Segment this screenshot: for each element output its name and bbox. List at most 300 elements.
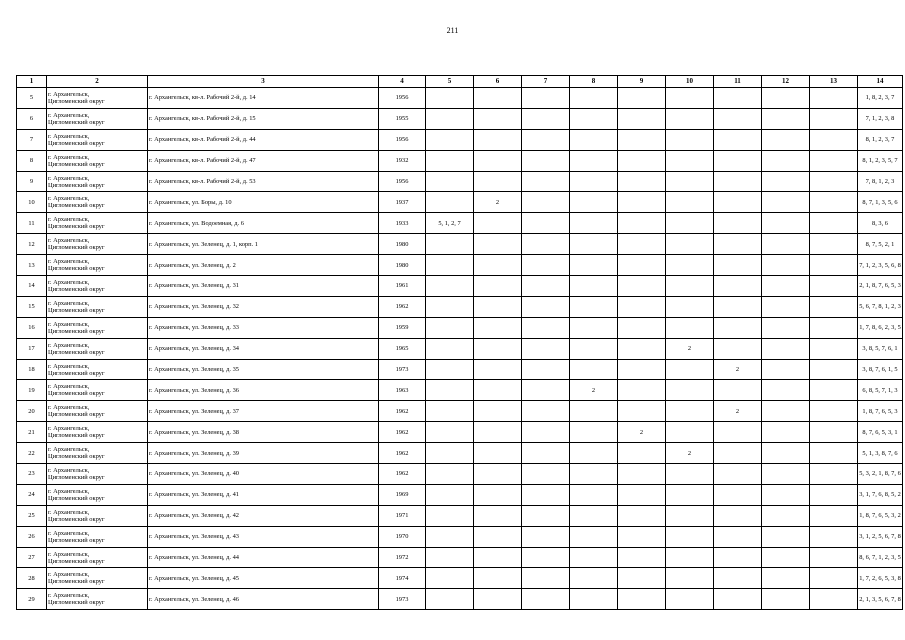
column-11-cell: [714, 338, 762, 359]
column-12-cell: [762, 296, 810, 317]
district-cell: [47, 526, 148, 547]
column-6-cell: [474, 359, 522, 380]
column-7-cell: [522, 401, 570, 422]
table-row: [17, 526, 903, 547]
column-7-cell: [522, 88, 570, 109]
column-8-cell: [570, 568, 618, 589]
column-8-cell: [570, 276, 618, 297]
row-number-cell: 25: [17, 505, 47, 526]
column-10-cell: 2: [666, 443, 714, 464]
column-8-cell: [570, 401, 618, 422]
column-6-cell: [474, 526, 522, 547]
column-12-cell: [762, 547, 810, 568]
row-number-cell: 18: [17, 359, 47, 380]
column-10-cell: [666, 359, 714, 380]
district-line: Цигломенский округ: [48, 536, 105, 544]
codes-cell: 1, 8, 2, 3, 7: [858, 88, 903, 109]
table-row: [17, 234, 903, 255]
column-9-cell: [618, 484, 666, 505]
address-cell: г. Архангельск, ул. Зеленец, д. 46: [148, 589, 379, 610]
column-11-cell: [714, 171, 762, 192]
column-header-4: 4: [379, 76, 426, 88]
district-cell: [47, 359, 148, 380]
column-11-cell: [714, 88, 762, 109]
district-cell: [47, 338, 148, 359]
district-cell: [47, 213, 148, 234]
column-10-cell: [666, 108, 714, 129]
district-cell: [47, 192, 148, 213]
column-5-cell: [426, 505, 474, 526]
column-11-cell: [714, 192, 762, 213]
address-cell: г. Архангельск, ул. Зеленец, д. 37: [148, 401, 379, 422]
column-6-cell: [474, 443, 522, 464]
column-13-cell: [810, 276, 858, 297]
column-12-cell: [762, 88, 810, 109]
column-11-cell: [714, 526, 762, 547]
column-header-7: 7: [522, 76, 570, 88]
column-7-cell: [522, 255, 570, 276]
table-row: [17, 192, 903, 213]
column-9-cell: [618, 234, 666, 255]
table-row: [17, 255, 903, 276]
district-cell: [47, 150, 148, 171]
year-cell: 1962: [379, 401, 426, 422]
column-12-cell: [762, 401, 810, 422]
district-line: г. Архангельск,: [48, 383, 90, 391]
table-row: [17, 589, 903, 610]
column-5-cell: [426, 401, 474, 422]
column-13-cell: [810, 505, 858, 526]
district-line: Цигломенский округ: [48, 515, 105, 523]
district-line: г. Архангельск,: [48, 487, 90, 495]
year-cell: 1973: [379, 359, 426, 380]
column-13-cell: [810, 526, 858, 547]
column-7-cell: [522, 380, 570, 401]
address-cell: г. Архангельск, кв-л. Рабочий 2-й, д. 47: [148, 150, 379, 171]
column-9-cell: [618, 401, 666, 422]
column-13-cell: [810, 568, 858, 589]
column-13-cell: [810, 338, 858, 359]
table-row: [17, 296, 903, 317]
column-8-cell: [570, 422, 618, 443]
district-line: г. Архангельск,: [48, 174, 90, 182]
year-cell: 1962: [379, 464, 426, 485]
column-7-cell: [522, 296, 570, 317]
column-11-cell: [714, 317, 762, 338]
year-cell: 1980: [379, 255, 426, 276]
column-5-cell: [426, 589, 474, 610]
column-6-cell: [474, 255, 522, 276]
district-line: г. Архангельск,: [48, 446, 90, 454]
column-8-cell: [570, 129, 618, 150]
column-header-11: 11: [714, 76, 762, 88]
table-row: [17, 484, 903, 505]
table-row: [17, 568, 903, 589]
column-header-8: 8: [570, 76, 618, 88]
address-cell: г. Архангельск, ул. Зеленец, д. 2: [148, 255, 379, 276]
address-cell: г. Архангельск, ул. Зеленец, д. 45: [148, 568, 379, 589]
column-9-cell: [618, 359, 666, 380]
column-5-cell: [426, 464, 474, 485]
column-12-cell: [762, 234, 810, 255]
column-5-cell: [426, 338, 474, 359]
column-header-12: 12: [762, 76, 810, 88]
column-7-cell: [522, 338, 570, 359]
column-9-cell: [618, 526, 666, 547]
column-12-cell: [762, 464, 810, 485]
column-9-cell: 2: [618, 422, 666, 443]
address-cell: г. Архангельск, ул. Водоемная, д. 6: [148, 213, 379, 234]
column-12-cell: [762, 129, 810, 150]
district-line: г. Архангельск,: [48, 592, 90, 600]
column-13-cell: [810, 547, 858, 568]
year-cell: 1962: [379, 296, 426, 317]
column-6-cell: [474, 150, 522, 171]
column-9-cell: [618, 150, 666, 171]
address-cell: г. Архангельск, ул. Боры, д. 10: [148, 192, 379, 213]
district-line: Цигломенский округ: [48, 97, 105, 105]
address-cell: г. Архангельск, кв-л. Рабочий 2-й, д. 14: [148, 88, 379, 109]
row-number-cell: 29: [17, 589, 47, 610]
district-line: г. Архангельск,: [48, 550, 90, 558]
year-cell: 1971: [379, 505, 426, 526]
column-5-cell: [426, 234, 474, 255]
district-line: Цигломенский округ: [48, 285, 105, 293]
codes-cell: 3, 8, 7, 6, 1, 5: [858, 359, 903, 380]
column-9-cell: [618, 380, 666, 401]
column-7-cell: [522, 234, 570, 255]
row-number-cell: 21: [17, 422, 47, 443]
row-number-cell: 13: [17, 255, 47, 276]
column-6-cell: [474, 171, 522, 192]
column-9-cell: [618, 547, 666, 568]
year-cell: 1933: [379, 213, 426, 234]
address-cell: г. Архангельск, ул. Зеленец, д. 42: [148, 505, 379, 526]
row-number-cell: 15: [17, 296, 47, 317]
district-cell: [47, 88, 148, 109]
column-12-cell: [762, 338, 810, 359]
column-9-cell: [618, 443, 666, 464]
column-6-cell: [474, 317, 522, 338]
column-9-cell: [618, 338, 666, 359]
district-line: г. Архангельск,: [48, 195, 90, 203]
column-12-cell: [762, 422, 810, 443]
codes-cell: 3, 8, 5, 7, 6, 1: [858, 338, 903, 359]
table-row: [17, 505, 903, 526]
column-10-cell: [666, 150, 714, 171]
column-12-cell: [762, 359, 810, 380]
district-line: Цигломенский округ: [48, 265, 105, 273]
row-number-cell: 17: [17, 338, 47, 359]
district-line: Цигломенский округ: [48, 327, 105, 335]
district-line: Цигломенский округ: [48, 223, 105, 231]
row-number-cell: 20: [17, 401, 47, 422]
column-5-cell: [426, 547, 474, 568]
column-13-cell: [810, 171, 858, 192]
row-number-cell: 5: [17, 88, 47, 109]
address-cell: г. Архангельск, ул. Зеленец, д. 38: [148, 422, 379, 443]
codes-cell: 7, 1, 2, 3, 8: [858, 108, 903, 129]
column-6-cell: 2: [474, 192, 522, 213]
year-cell: 1970: [379, 526, 426, 547]
column-13-cell: [810, 150, 858, 171]
column-6-cell: [474, 464, 522, 485]
column-8-cell: [570, 171, 618, 192]
codes-cell: 8, 1, 2, 3, 7: [858, 129, 903, 150]
year-cell: 1961: [379, 276, 426, 297]
column-10-cell: [666, 296, 714, 317]
column-12-cell: [762, 255, 810, 276]
district-line: г. Архангельск,: [48, 362, 90, 370]
column-12-cell: [762, 505, 810, 526]
row-number-cell: 9: [17, 171, 47, 192]
column-11-cell: 2: [714, 359, 762, 380]
table-row: [17, 547, 903, 568]
table-body: [17, 88, 903, 610]
column-10-cell: [666, 171, 714, 192]
column-5-cell: [426, 88, 474, 109]
codes-cell: 1, 7, 2, 6, 5, 3, 8: [858, 568, 903, 589]
column-9-cell: [618, 296, 666, 317]
column-8-cell: [570, 255, 618, 276]
column-7-cell: [522, 589, 570, 610]
column-13-cell: [810, 422, 858, 443]
column-10-cell: [666, 88, 714, 109]
district-line: Цигломенский округ: [48, 139, 105, 147]
district-cell: [47, 317, 148, 338]
column-5-cell: [426, 484, 474, 505]
column-8-cell: [570, 443, 618, 464]
district-line: г. Архангельск,: [48, 341, 90, 349]
column-6-cell: [474, 568, 522, 589]
district-cell: [47, 443, 148, 464]
district-line: Цигломенский округ: [48, 118, 105, 126]
column-7-cell: [522, 464, 570, 485]
column-9-cell: [618, 171, 666, 192]
district-cell: [47, 422, 148, 443]
address-cell: г. Архангельск, ул. Зеленец, д. 39: [148, 443, 379, 464]
district-line: г. Архангельск,: [48, 278, 90, 286]
district-cell: [47, 255, 148, 276]
district-cell: [47, 505, 148, 526]
column-12-cell: [762, 484, 810, 505]
column-header-9: 9: [618, 76, 666, 88]
column-10-cell: 2: [666, 338, 714, 359]
district-line: г. Архангельск,: [48, 237, 90, 245]
column-6-cell: [474, 401, 522, 422]
column-10-cell: [666, 589, 714, 610]
column-5-cell: [426, 129, 474, 150]
column-9-cell: [618, 276, 666, 297]
column-8-cell: [570, 108, 618, 129]
year-cell: 1956: [379, 171, 426, 192]
column-13-cell: [810, 213, 858, 234]
district-cell: [47, 276, 148, 297]
table-row: [17, 401, 903, 422]
district-line: г. Архангельск,: [48, 571, 90, 579]
column-13-cell: [810, 108, 858, 129]
column-13-cell: [810, 88, 858, 109]
table-row: [17, 108, 903, 129]
column-7-cell: [522, 150, 570, 171]
district-line: Цигломенский округ: [48, 453, 105, 461]
codes-cell: 1, 8, 7, 6, 5, 3: [858, 401, 903, 422]
row-number-cell: 23: [17, 464, 47, 485]
column-6-cell: [474, 547, 522, 568]
column-10-cell: [666, 255, 714, 276]
district-cell: [47, 296, 148, 317]
column-13-cell: [810, 359, 858, 380]
column-6-cell: [474, 380, 522, 401]
district-line: г. Архангельск,: [48, 111, 90, 119]
district-line: Цигломенский округ: [48, 411, 105, 419]
column-11-cell: [714, 422, 762, 443]
column-9-cell: [618, 129, 666, 150]
column-header-5: 5: [426, 76, 474, 88]
column-8-cell: [570, 547, 618, 568]
table-row: [17, 443, 903, 464]
district-line: Цигломенский округ: [48, 202, 105, 210]
column-6-cell: [474, 88, 522, 109]
row-number-cell: 14: [17, 276, 47, 297]
address-cell: г. Архангельск, кв-л. Рабочий 2-й, д. 53: [148, 171, 379, 192]
column-12-cell: [762, 276, 810, 297]
district-line: г. Архангельск,: [48, 404, 90, 412]
column-11-cell: [714, 150, 762, 171]
column-8-cell: [570, 150, 618, 171]
column-9-cell: [618, 213, 666, 234]
column-5-cell: [426, 192, 474, 213]
district-line: г. Архангельск,: [48, 216, 90, 224]
year-cell: 1974: [379, 568, 426, 589]
column-8-cell: [570, 464, 618, 485]
column-6-cell: [474, 108, 522, 129]
column-8-cell: [570, 234, 618, 255]
column-10-cell: [666, 380, 714, 401]
column-5-cell: [426, 108, 474, 129]
row-number-cell: 22: [17, 443, 47, 464]
address-cell: г. Архангельск, ул. Зеленец, д. 1, корп. 1: [148, 234, 379, 255]
district-line: г. Архангельск,: [48, 258, 90, 266]
column-7-cell: [522, 526, 570, 547]
column-7-cell: [522, 276, 570, 297]
column-7-cell: [522, 171, 570, 192]
district-line: Цигломенский округ: [48, 348, 105, 356]
address-cell: г. Архангельск, ул. Зеленец, д. 31: [148, 276, 379, 297]
column-8-cell: [570, 505, 618, 526]
district-line: Цигломенский округ: [48, 160, 105, 168]
district-line: г. Архангельск,: [48, 299, 90, 307]
column-10-cell: [666, 547, 714, 568]
column-10-cell: [666, 526, 714, 547]
column-header-3: 3: [148, 76, 379, 88]
year-cell: 1962: [379, 443, 426, 464]
row-number-cell: 12: [17, 234, 47, 255]
codes-cell: 5, 1, 3, 8, 7, 6: [858, 443, 903, 464]
codes-cell: 1, 7, 8, 6, 2, 3, 5: [858, 317, 903, 338]
column-5-cell: [426, 171, 474, 192]
column-5-cell: [426, 255, 474, 276]
column-10-cell: [666, 505, 714, 526]
column-5-cell: [426, 422, 474, 443]
column-10-cell: [666, 422, 714, 443]
column-5-cell: [426, 359, 474, 380]
column-8-cell: [570, 296, 618, 317]
year-cell: 1955: [379, 108, 426, 129]
district-line: Цигломенский округ: [48, 494, 105, 502]
column-10-cell: [666, 129, 714, 150]
district-line: г. Архангельск,: [48, 508, 90, 516]
column-10-cell: [666, 213, 714, 234]
column-12-cell: [762, 213, 810, 234]
column-13-cell: [810, 234, 858, 255]
column-13-cell: [810, 380, 858, 401]
table-row: [17, 150, 903, 171]
column-13-cell: [810, 464, 858, 485]
column-11-cell: [714, 568, 762, 589]
column-header-6: 6: [474, 76, 522, 88]
district-line: г. Архангельск,: [48, 153, 90, 161]
year-cell: 1969: [379, 484, 426, 505]
column-11-cell: 2: [714, 401, 762, 422]
column-11-cell: [714, 213, 762, 234]
codes-cell: 6, 8, 5, 7, 1, 3: [858, 380, 903, 401]
column-11-cell: [714, 547, 762, 568]
codes-cell: 8, 1, 2, 3, 5, 7: [858, 150, 903, 171]
district-cell: [47, 464, 148, 485]
codes-cell: 3, 1, 7, 6, 8, 5, 2: [858, 484, 903, 505]
column-9-cell: [618, 568, 666, 589]
column-13-cell: [810, 192, 858, 213]
column-11-cell: [714, 589, 762, 610]
codes-cell: 2, 1, 8, 7, 6, 5, 3: [858, 276, 903, 297]
district-cell: [47, 108, 148, 129]
column-7-cell: [522, 505, 570, 526]
column-13-cell: [810, 129, 858, 150]
district-line: г. Архангельск,: [48, 425, 90, 433]
district-cell: [47, 589, 148, 610]
column-7-cell: [522, 129, 570, 150]
column-5-cell: [426, 317, 474, 338]
row-number-cell: 16: [17, 317, 47, 338]
district-line: Цигломенский округ: [48, 578, 105, 586]
column-header-1: 1: [17, 76, 47, 88]
column-8-cell: [570, 359, 618, 380]
address-cell: г. Архангельск, ул. Зеленец, д. 41: [148, 484, 379, 505]
column-9-cell: [618, 317, 666, 338]
column-13-cell: [810, 589, 858, 610]
column-5-cell: [426, 380, 474, 401]
codes-cell: 8, 6, 7, 1, 2, 3, 5: [858, 547, 903, 568]
district-line: Цигломенский округ: [48, 432, 105, 440]
column-7-cell: [522, 317, 570, 338]
district-cell: [47, 234, 148, 255]
column-6-cell: [474, 234, 522, 255]
column-11-cell: [714, 380, 762, 401]
district-cell: [47, 568, 148, 589]
column-5-cell: [426, 276, 474, 297]
column-7-cell: [522, 568, 570, 589]
year-cell: 1932: [379, 150, 426, 171]
column-9-cell: [618, 108, 666, 129]
address-cell: г. Архангельск, ул. Зеленец, д. 44: [148, 547, 379, 568]
codes-cell: 8, 7, 1, 3, 5, 6: [858, 192, 903, 213]
column-12-cell: [762, 150, 810, 171]
year-cell: 1973: [379, 589, 426, 610]
column-13-cell: [810, 296, 858, 317]
column-7-cell: [522, 484, 570, 505]
year-cell: 1956: [379, 88, 426, 109]
